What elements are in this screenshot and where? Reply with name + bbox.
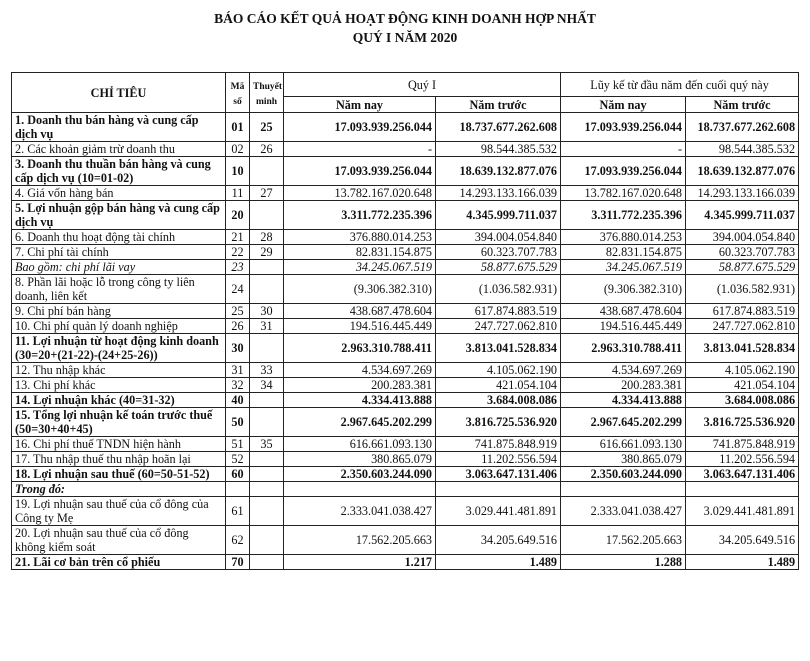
- row-ytd-last-year: 98.544.385.532: [686, 142, 799, 157]
- row-quarter-last-year: 421.054.104: [436, 378, 561, 393]
- row-quarter-this-year: 380.865.079: [284, 452, 436, 467]
- row-ytd-last-year: 421.054.104: [686, 378, 799, 393]
- row-quarter-last-year: 98.544.385.532: [436, 142, 561, 157]
- table-row: [12, 319, 799, 334]
- row-ytd-last-year: 3.816.725.536.920: [686, 408, 799, 437]
- row-quarter-this-year: 200.283.381: [284, 378, 436, 393]
- row-quarter-last-year: 247.727.062.810: [436, 319, 561, 334]
- row-quarter-last-year: [436, 482, 561, 497]
- row-note: 29: [250, 245, 284, 260]
- row-code: 31: [226, 363, 250, 378]
- header-code: Mã số: [226, 73, 250, 113]
- row-label: 16. Chi phí thuế TNDN hiện hành: [12, 437, 226, 452]
- row-quarter-this-year: 13.782.167.020.648: [284, 186, 436, 201]
- row-ytd-last-year: 3.063.647.131.406: [686, 467, 799, 482]
- row-quarter-this-year: 194.516.445.449: [284, 319, 436, 334]
- row-code: 01: [226, 113, 250, 142]
- row-quarter-last-year: 3.816.725.536.920: [436, 408, 561, 437]
- row-label: 13. Chi phí khác: [12, 378, 226, 393]
- table-row: [12, 201, 799, 230]
- row-ytd-last-year: (1.036.582.931): [686, 275, 799, 304]
- row-code: 25: [226, 304, 250, 319]
- row-ytd-last-year: 617.874.883.519: [686, 304, 799, 319]
- row-code: 24: [226, 275, 250, 304]
- row-quarter-last-year: 3.029.441.481.891: [436, 497, 561, 526]
- row-code: 62: [226, 526, 250, 555]
- row-ytd-last-year: 3.813.041.528.834: [686, 334, 799, 363]
- row-code: 61: [226, 497, 250, 526]
- row-ytd-this-year: 4.334.413.888: [561, 393, 686, 408]
- row-ytd-this-year: 2.333.041.038.427: [561, 497, 686, 526]
- table-row: [12, 113, 799, 142]
- row-quarter-this-year: 2.967.645.202.299: [284, 408, 436, 437]
- row-quarter-this-year: 17.562.205.663: [284, 526, 436, 555]
- row-code: 21: [226, 230, 250, 245]
- row-note: [250, 497, 284, 526]
- row-ytd-last-year: 394.004.054.840: [686, 230, 799, 245]
- table-row: [12, 260, 799, 275]
- row-ytd-this-year: 380.865.079: [561, 452, 686, 467]
- table-row: [12, 378, 799, 393]
- table-row: [12, 245, 799, 260]
- row-quarter-last-year: 34.205.649.516: [436, 526, 561, 555]
- row-label: 18. Lợi nhuận sau thuế (60=50-51-52): [12, 467, 226, 482]
- table-row: [12, 334, 799, 363]
- row-ytd-this-year: 17.562.205.663: [561, 526, 686, 555]
- row-note: [250, 275, 284, 304]
- row-code: 32: [226, 378, 250, 393]
- row-quarter-last-year: 4.105.062.190: [436, 363, 561, 378]
- row-label: 7. Chi phí tài chính: [12, 245, 226, 260]
- table-row: [12, 555, 799, 570]
- table-row: [12, 186, 799, 201]
- row-ytd-this-year: 34.245.067.519: [561, 260, 686, 275]
- row-ytd-last-year: 11.202.556.594: [686, 452, 799, 467]
- row-quarter-last-year: 741.875.848.919: [436, 437, 561, 452]
- row-quarter-this-year: 3.311.772.235.396: [284, 201, 436, 230]
- row-ytd-this-year: 1.288: [561, 555, 686, 570]
- row-label: 3. Doanh thu thuần bán hàng và cung cấp dịch vụ (10=01-02): [12, 157, 226, 186]
- table-row: [12, 467, 799, 482]
- row-ytd-last-year: [686, 482, 799, 497]
- row-label: 4. Giá vốn hàng bán: [12, 186, 226, 201]
- row-ytd-last-year: 18.737.677.262.608: [686, 113, 799, 142]
- row-quarter-last-year: 18.639.132.877.076: [436, 157, 561, 186]
- table-row: [12, 497, 799, 526]
- row-note: [250, 201, 284, 230]
- row-note: 33: [250, 363, 284, 378]
- row-note: [250, 555, 284, 570]
- row-note: [250, 526, 284, 555]
- row-ytd-last-year: 3.684.008.086: [686, 393, 799, 408]
- row-quarter-this-year: 4.334.413.888: [284, 393, 436, 408]
- row-note: [250, 408, 284, 437]
- row-quarter-this-year: 2.333.041.038.427: [284, 497, 436, 526]
- row-note: [250, 260, 284, 275]
- row-label: 9. Chi phí bán hàng: [12, 304, 226, 319]
- row-quarter-this-year: 616.661.093.130: [284, 437, 436, 452]
- row-ytd-last-year: 58.877.675.529: [686, 260, 799, 275]
- row-code: 40: [226, 393, 250, 408]
- table-row: [12, 452, 799, 467]
- row-quarter-last-year: 60.323.707.783: [436, 245, 561, 260]
- row-label: 17. Thu nhập thuế thu nhập hoãn lại: [12, 452, 226, 467]
- header-ytd-this-year: Năm nay: [561, 97, 686, 113]
- row-label: 2. Các khoản giảm trừ doanh thu: [12, 142, 226, 157]
- row-ytd-this-year: -: [561, 142, 686, 157]
- row-code: 60: [226, 467, 250, 482]
- row-quarter-this-year: 82.831.154.875: [284, 245, 436, 260]
- row-code: 26: [226, 319, 250, 334]
- row-ytd-this-year: (9.306.382.310): [561, 275, 686, 304]
- row-note: [250, 482, 284, 497]
- row-note: [250, 334, 284, 363]
- row-ytd-this-year: 3.311.772.235.396: [561, 201, 686, 230]
- row-label: 6. Doanh thu hoạt động tài chính: [12, 230, 226, 245]
- row-ytd-this-year: 2.967.645.202.299: [561, 408, 686, 437]
- row-code: 20: [226, 201, 250, 230]
- row-ytd-last-year: 34.205.649.516: [686, 526, 799, 555]
- row-quarter-this-year: 17.093.939.256.044: [284, 113, 436, 142]
- row-ytd-this-year: 2.350.603.244.090: [561, 467, 686, 482]
- row-quarter-this-year: 376.880.014.253: [284, 230, 436, 245]
- row-code: 11: [226, 186, 250, 201]
- row-ytd-this-year: 616.661.093.130: [561, 437, 686, 452]
- row-note: 27: [250, 186, 284, 201]
- row-ytd-this-year: [561, 482, 686, 497]
- row-label: 11. Lợi nhuận từ hoạt động kinh doanh (30=20+(21-22)-(24+25-26)): [12, 334, 226, 363]
- row-code: [226, 482, 250, 497]
- row-ytd-this-year: 376.880.014.253: [561, 230, 686, 245]
- table-row: [12, 275, 799, 304]
- row-code: 51: [226, 437, 250, 452]
- header-indicator: CHỈ TIÊU: [12, 73, 226, 113]
- header-quarter: Quý I: [284, 73, 561, 97]
- row-label: 20. Lợi nhuận sau thuế của cổ đông không kiểm soát: [12, 526, 226, 555]
- row-quarter-this-year: 17.093.939.256.044: [284, 157, 436, 186]
- row-ytd-last-year: 18.639.132.877.076: [686, 157, 799, 186]
- row-quarter-last-year: 394.004.054.840: [436, 230, 561, 245]
- row-quarter-last-year: 14.293.133.166.039: [436, 186, 561, 201]
- row-label: 21. Lãi cơ bản trên cổ phiếu: [12, 555, 226, 570]
- table-row: [12, 230, 799, 245]
- row-code: 22: [226, 245, 250, 260]
- row-ytd-this-year: 13.782.167.020.648: [561, 186, 686, 201]
- row-ytd-this-year: 200.283.381: [561, 378, 686, 393]
- row-note: [250, 393, 284, 408]
- row-ytd-this-year: 82.831.154.875: [561, 245, 686, 260]
- report-subtitle: QUÝ I NĂM 2020: [352, 30, 458, 45]
- row-quarter-last-year: 3.063.647.131.406: [436, 467, 561, 482]
- row-label: 8. Phần lãi hoặc lỗ trong công ty liên doanh, liên kết: [12, 275, 226, 304]
- row-note: [250, 157, 284, 186]
- header-ytd: Lũy kế từ đầu năm đến cuối quý này: [561, 73, 799, 97]
- row-ytd-last-year: 4.105.062.190: [686, 363, 799, 378]
- row-ytd-this-year: 17.093.939.256.044: [561, 113, 686, 142]
- row-ytd-this-year: 17.093.939.256.044: [561, 157, 686, 186]
- row-ytd-this-year: 4.534.697.269: [561, 363, 686, 378]
- row-ytd-last-year: 741.875.848.919: [686, 437, 799, 452]
- row-quarter-this-year: [284, 482, 436, 497]
- row-quarter-this-year: 4.534.697.269: [284, 363, 436, 378]
- header-ytd-last-year: Năm trước: [686, 97, 799, 113]
- row-ytd-this-year: 438.687.478.604: [561, 304, 686, 319]
- income-statement-table: [11, 72, 799, 570]
- table-row: [12, 304, 799, 319]
- row-note: 25: [250, 113, 284, 142]
- header-quarter-last-year: Năm trước: [436, 97, 561, 113]
- row-label: 5. Lợi nhuận gộp bán hàng và cung cấp dịch vụ: [12, 201, 226, 230]
- row-ytd-last-year: 60.323.707.783: [686, 245, 799, 260]
- row-quarter-last-year: (1.036.582.931): [436, 275, 561, 304]
- table-body: [12, 113, 799, 570]
- row-label: 19. Lợi nhuận sau thuế của cổ đông của Công ty Mẹ: [12, 497, 226, 526]
- row-ytd-last-year: 14.293.133.166.039: [686, 186, 799, 201]
- row-quarter-last-year: 58.877.675.529: [436, 260, 561, 275]
- row-label: 10. Chi phí quản lý doanh nghiệp: [12, 319, 226, 334]
- row-label: 12. Thu nhập khác: [12, 363, 226, 378]
- row-label: 14. Lợi nhuận khác (40=31-32): [12, 393, 226, 408]
- row-quarter-last-year: 617.874.883.519: [436, 304, 561, 319]
- row-note: 26: [250, 142, 284, 157]
- row-quarter-this-year: 2.350.603.244.090: [284, 467, 436, 482]
- row-note: 35: [250, 437, 284, 452]
- row-note: 31: [250, 319, 284, 334]
- row-code: 30: [226, 334, 250, 363]
- row-quarter-this-year: 438.687.478.604: [284, 304, 436, 319]
- row-ytd-last-year: 247.727.062.810: [686, 319, 799, 334]
- row-code: 10: [226, 157, 250, 186]
- row-ytd-last-year: 1.489: [686, 555, 799, 570]
- header-note: Thuyết minh: [250, 73, 284, 113]
- row-note: 30: [250, 304, 284, 319]
- row-quarter-last-year: 3.684.008.086: [436, 393, 561, 408]
- row-quarter-last-year: 3.813.041.528.834: [436, 334, 561, 363]
- table-row: [12, 408, 799, 437]
- row-code: 02: [226, 142, 250, 157]
- row-quarter-this-year: 2.963.310.788.411: [284, 334, 436, 363]
- row-note: [250, 467, 284, 482]
- row-note: [250, 452, 284, 467]
- row-quarter-last-year: 4.345.999.711.037: [436, 201, 561, 230]
- report-title: BÁO CÁO KẾT QUẢ HOẠT ĐỘNG KINH DOANH HỢP NHẤT: [214, 11, 596, 26]
- table-row: [12, 157, 799, 186]
- row-code: 70: [226, 555, 250, 570]
- row-quarter-this-year: (9.306.382.310): [284, 275, 436, 304]
- row-note: 34: [250, 378, 284, 393]
- row-ytd-last-year: 4.345.999.711.037: [686, 201, 799, 230]
- row-label: Bao gồm: chi phí lãi vay: [12, 260, 226, 275]
- row-ytd-last-year: 3.029.441.481.891: [686, 497, 799, 526]
- row-quarter-last-year: 1.489: [436, 555, 561, 570]
- table-row: [12, 437, 799, 452]
- row-label: 1. Doanh thu bán hàng và cung cấp dịch vụ: [12, 113, 226, 142]
- table-row: [12, 393, 799, 408]
- row-quarter-last-year: 18.737.677.262.608: [436, 113, 561, 142]
- row-quarter-this-year: -: [284, 142, 436, 157]
- row-code: 50: [226, 408, 250, 437]
- table-row: [12, 526, 799, 555]
- row-note: 28: [250, 230, 284, 245]
- row-ytd-this-year: 194.516.445.449: [561, 319, 686, 334]
- row-quarter-this-year: 34.245.067.519: [284, 260, 436, 275]
- table-row: [12, 482, 799, 497]
- row-quarter-last-year: 11.202.556.594: [436, 452, 561, 467]
- row-quarter-this-year: 1.217: [284, 555, 436, 570]
- row-ytd-this-year: 2.963.310.788.411: [561, 334, 686, 363]
- row-code: 23: [226, 260, 250, 275]
- table-row: [12, 142, 799, 157]
- row-code: 52: [226, 452, 250, 467]
- row-label: 15. Tổng lợi nhuận kế toán trước thuế (50=30+40+45): [12, 408, 226, 437]
- row-label: Trong đó:: [12, 482, 226, 497]
- table-row: [12, 363, 799, 378]
- header-quarter-this-year: Năm nay: [284, 97, 436, 113]
